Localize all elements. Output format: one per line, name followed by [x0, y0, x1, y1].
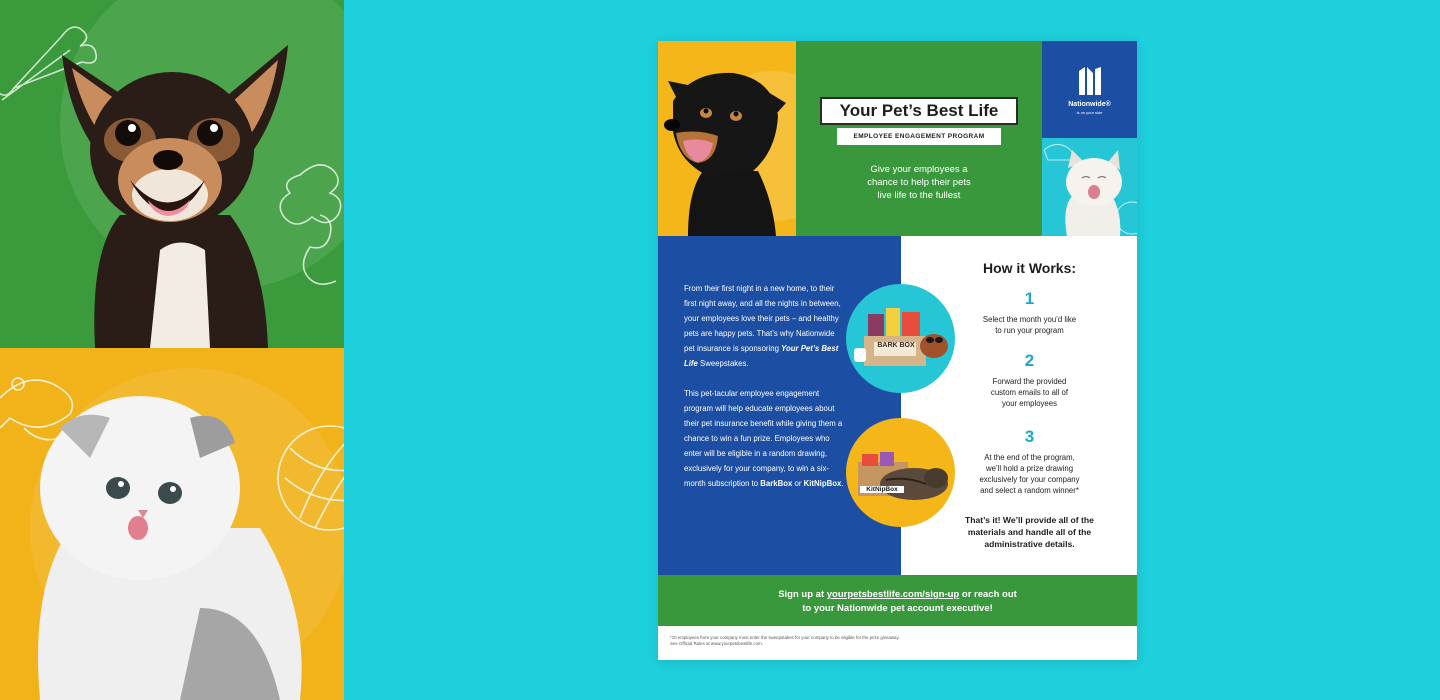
step-1-text — [958, 314, 1101, 336]
step-1-number: 1 — [1024, 289, 1035, 308]
kitten-photo-panel — [0, 348, 344, 700]
kitten-image — [0, 348, 344, 700]
cta-lead: Sign up at — [778, 589, 827, 600]
closing-line: That’s it! We’ll provide all of the — [965, 515, 1094, 525]
tagline-line: chance to help their pets — [867, 177, 971, 188]
intro-paragraph-2 — [684, 386, 844, 491]
step-3-number: 3 — [1024, 427, 1035, 446]
white-kitten-photo-panel — [1042, 138, 1137, 236]
nationwide-logo — [1042, 41, 1137, 138]
step-3-line: exclusively for your company — [979, 475, 1080, 484]
doberman-photo-panel — [658, 41, 796, 236]
step-2-line: custom emails to all of — [990, 388, 1069, 397]
logo-slogan: is on your side — [1076, 110, 1103, 115]
tagline — [816, 163, 1022, 202]
flyer — [658, 41, 1137, 660]
step-2-line: Forward the provided — [992, 377, 1067, 386]
doberman-image — [658, 41, 796, 236]
footnote-line-2: See Official Rules at www.yourpetsbestlife.com. — [670, 641, 763, 646]
step-2-line: your employees — [1001, 399, 1058, 408]
step-2-number: 2 — [1024, 351, 1035, 370]
cta-text — [658, 588, 1137, 616]
cta-tail: or reach out — [959, 589, 1017, 600]
header-title-panel — [796, 41, 1042, 236]
intro-p2-lead: This pet-tacular employee engagement program will help educate employees about their pet insurance benefit while giving them a chance to win a fun prize. Employees who enter will be eligible in a random drawing, exclusively for your company, to win a six-month subscription to — [684, 389, 843, 488]
cta-line-1 — [658, 588, 1137, 602]
sweepstakes-name: Your Pet’s Best Life — [684, 344, 839, 368]
intro-paragraph-1 — [684, 281, 844, 371]
step-1-line: Select the month you’d like — [982, 315, 1077, 324]
step-3-text — [958, 452, 1101, 496]
chihuahua-photo-panel — [0, 0, 344, 348]
cta-line-2: to your Nationwide pet account executive! — [802, 603, 993, 614]
intro-p2-or: or — [792, 479, 804, 488]
chihuahua-image — [0, 0, 344, 348]
step-3-line: At the end of the program, — [984, 453, 1075, 462]
how-it-works-title: How it Works: — [982, 260, 1077, 276]
flyer-subtitle: EMPLOYEE ENGAGEMENT PROGRAM — [837, 128, 1001, 145]
signup-link[interactable]: yourpetsbestlife.com/sign-up — [826, 589, 960, 600]
intro-p1-tail: Sweepstakes. — [697, 359, 749, 368]
intro-p2-end: . — [841, 479, 844, 488]
closing-text — [944, 514, 1115, 550]
tagline-line: Give your employees a — [870, 164, 968, 175]
closing-line: materials and handle all of the — [967, 527, 1092, 537]
closing-line: administrative details. — [984, 539, 1075, 549]
nationwide-eagle-icon — [1077, 65, 1103, 97]
step-1-line: to run your program — [995, 326, 1064, 335]
tagline-line: live life to the fullest — [877, 190, 961, 201]
footnote — [670, 635, 1130, 647]
intro-text — [684, 281, 844, 506]
footnote-line-1: *10 employees from your company must enter the sweepstakes for your company to be eligible for the prize giveaway. — [670, 635, 900, 640]
flyer-title: Your Pet’s Best Life — [820, 97, 1018, 125]
step-3-line: and select a random winner* — [980, 486, 1079, 495]
step-2-text — [958, 376, 1101, 409]
kitnipbox-brand: KitNipBox — [803, 479, 842, 488]
cta-band — [658, 575, 1137, 626]
step-3-line: we’ll hold a prize drawing — [985, 464, 1074, 473]
intro-p1-lead: From their first night in a new home, to their first night away, and all the nights in between, your employees love their pets – and healthy pets are happy pets. That’s why Nationwide pet insurance is sponsoring — [684, 284, 841, 353]
barkbox-brand: BarkBox — [760, 479, 793, 488]
logo-name: Nationwide® — [1068, 101, 1111, 108]
kitnipbox-label: KitNipBox — [860, 486, 904, 493]
barkbox-label: BARK BOX — [877, 342, 915, 349]
white-kitten-image — [1042, 138, 1137, 236]
